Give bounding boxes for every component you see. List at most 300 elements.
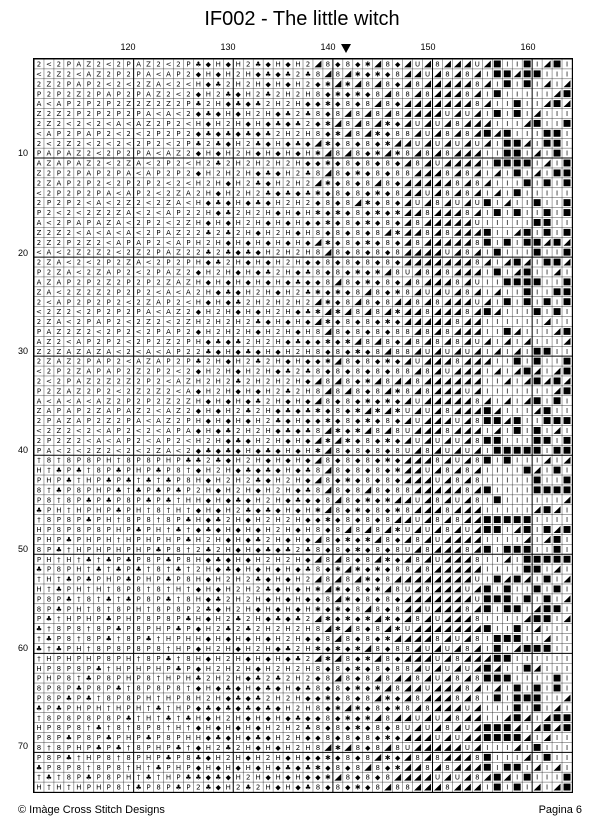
svg-text:8: 8: [415, 159, 420, 168]
svg-text:H: H: [295, 80, 301, 89]
svg-text:I: I: [516, 466, 519, 475]
svg-text:◆: ◆: [325, 268, 331, 277]
svg-text:U: U: [434, 615, 441, 624]
svg-text:H: H: [205, 486, 211, 495]
svg-text:◆: ◆: [385, 248, 391, 257]
svg-text:◆: ◆: [275, 209, 281, 218]
svg-text:H: H: [205, 585, 211, 594]
svg-text:P: P: [96, 773, 101, 782]
svg-text:P: P: [66, 100, 71, 109]
svg-text:P: P: [186, 357, 191, 366]
svg-text:✱: ✱: [315, 308, 321, 317]
svg-text:P: P: [126, 545, 131, 554]
svg-text:H: H: [275, 714, 281, 723]
svg-text:<: <: [105, 179, 112, 188]
svg-text:I: I: [526, 110, 529, 119]
svg-text:<: <: [85, 119, 92, 128]
svg-text:I: I: [556, 357, 559, 366]
svg-text:8: 8: [345, 575, 351, 584]
svg-text:♣: ♣: [105, 635, 112, 644]
svg-text:8: 8: [375, 288, 380, 297]
svg-text:Z: Z: [86, 238, 92, 247]
svg-text:I: I: [536, 80, 539, 89]
svg-text:I: I: [565, 753, 569, 762]
svg-text:<: <: [155, 149, 162, 158]
svg-text:P: P: [186, 238, 191, 247]
svg-text:2: 2: [36, 377, 42, 386]
svg-text:A: A: [186, 288, 191, 297]
svg-text:A: A: [66, 268, 72, 277]
svg-text:◆: ◆: [235, 644, 241, 653]
svg-text:8: 8: [146, 615, 151, 624]
svg-text:2: 2: [196, 783, 201, 792]
svg-text:✱: ✱: [334, 625, 341, 634]
svg-text:P: P: [126, 436, 131, 445]
svg-text:◆: ◆: [195, 268, 202, 277]
svg-text:P: P: [66, 199, 71, 208]
svg-text:P: P: [36, 327, 42, 336]
svg-text:◆: ◆: [215, 605, 221, 614]
svg-text:♣: ♣: [294, 337, 302, 346]
svg-text:8: 8: [385, 80, 390, 89]
svg-text:2: 2: [86, 327, 92, 336]
svg-text:<: <: [85, 199, 92, 208]
svg-text:8: 8: [365, 555, 370, 564]
svg-text:H: H: [76, 506, 82, 515]
svg-text:8: 8: [46, 734, 52, 743]
svg-text:A: A: [166, 446, 171, 455]
svg-text:♣: ♣: [284, 110, 292, 119]
svg-text:◆: ◆: [255, 228, 261, 237]
svg-text:2: 2: [255, 288, 261, 297]
svg-text:♣: ♣: [265, 585, 272, 594]
svg-text:I: I: [565, 704, 569, 713]
svg-text:2: 2: [46, 308, 52, 317]
svg-text:P: P: [86, 506, 91, 515]
svg-text:P: P: [116, 327, 121, 336]
svg-text:H: H: [46, 535, 52, 545]
svg-text:8: 8: [335, 367, 341, 376]
svg-text:2: 2: [245, 575, 251, 584]
svg-text:P: P: [126, 397, 131, 406]
svg-text:H: H: [175, 506, 182, 515]
svg-text:I: I: [486, 446, 489, 455]
svg-text:A: A: [76, 159, 82, 168]
svg-text:H: H: [255, 654, 261, 663]
svg-text:◆: ◆: [235, 347, 241, 356]
svg-text:8: 8: [186, 555, 191, 564]
svg-text:2: 2: [136, 139, 141, 148]
svg-text:I: I: [486, 714, 489, 723]
svg-text:◆: ◆: [265, 456, 271, 465]
svg-text:<: <: [185, 159, 192, 168]
svg-text:♣: ♣: [284, 644, 292, 653]
svg-text:P: P: [66, 704, 71, 713]
svg-text:◆: ◆: [225, 456, 231, 465]
svg-text:8: 8: [345, 357, 351, 366]
row-number: 40: [17, 445, 28, 455]
svg-text:†: †: [47, 744, 51, 753]
svg-text:P: P: [146, 625, 151, 634]
svg-text:H: H: [195, 159, 202, 168]
svg-text:†: †: [37, 456, 41, 465]
svg-text:2: 2: [275, 387, 281, 396]
svg-text:I: I: [536, 258, 539, 267]
svg-text:2: 2: [226, 258, 231, 267]
svg-text:P: P: [66, 664, 71, 673]
svg-text:I: I: [526, 763, 529, 772]
svg-text:†: †: [87, 724, 91, 733]
svg-text:♣: ♣: [215, 139, 222, 148]
svg-text:♣: ♣: [195, 139, 202, 148]
svg-text:P: P: [96, 308, 101, 317]
svg-text:I: I: [546, 744, 549, 753]
svg-text:8: 8: [166, 734, 171, 743]
svg-text:8: 8: [415, 674, 420, 683]
svg-text:◆: ◆: [195, 427, 202, 436]
svg-text:8: 8: [156, 684, 161, 693]
svg-text:◆: ◆: [285, 397, 291, 406]
svg-text:A: A: [56, 417, 62, 426]
svg-text:I: I: [486, 288, 489, 297]
svg-text:H: H: [225, 169, 231, 178]
svg-text:2: 2: [226, 159, 231, 168]
svg-text:◆: ◆: [385, 70, 391, 79]
svg-text:H: H: [195, 298, 202, 307]
svg-text:†: †: [146, 585, 151, 594]
svg-text:H: H: [195, 278, 202, 287]
svg-text:P: P: [66, 60, 71, 69]
svg-text:U: U: [424, 407, 431, 416]
svg-text:◆: ◆: [215, 129, 221, 138]
svg-text:✱: ✱: [334, 129, 341, 138]
svg-text:8: 8: [455, 516, 460, 525]
svg-text:8: 8: [475, 694, 480, 703]
svg-text:I: I: [536, 209, 539, 218]
svg-text:P: P: [76, 407, 81, 416]
svg-text:8: 8: [395, 585, 400, 594]
svg-text:H: H: [275, 238, 281, 247]
svg-text:Z: Z: [56, 387, 62, 396]
svg-text:2: 2: [206, 535, 211, 545]
svg-text:†: †: [116, 595, 121, 604]
svg-text:◆: ◆: [325, 724, 331, 733]
svg-text:P: P: [146, 545, 151, 554]
svg-text:Z: Z: [76, 90, 82, 99]
svg-text:8: 8: [475, 456, 480, 465]
svg-text:U: U: [415, 357, 421, 366]
svg-text:<: <: [145, 199, 152, 208]
svg-text:◆: ◆: [285, 595, 291, 604]
svg-text:P: P: [136, 70, 141, 79]
svg-text:I: I: [546, 397, 549, 406]
svg-text:A: A: [66, 347, 72, 356]
svg-text:H: H: [235, 575, 241, 584]
svg-text:2: 2: [106, 70, 111, 79]
svg-text:2: 2: [116, 199, 121, 208]
svg-text:2: 2: [285, 199, 291, 208]
svg-text:H: H: [225, 724, 231, 733]
svg-text:I: I: [556, 248, 559, 257]
svg-text:2: 2: [56, 377, 62, 386]
svg-text:H: H: [275, 535, 281, 545]
svg-text:H: H: [265, 565, 271, 574]
svg-text:H: H: [195, 516, 202, 525]
svg-text:<: <: [55, 288, 62, 297]
svg-text:◆: ◆: [325, 189, 331, 198]
svg-text:◆: ◆: [345, 664, 351, 673]
svg-text:<: <: [155, 70, 162, 79]
svg-text:2: 2: [245, 615, 251, 624]
svg-text:I: I: [556, 625, 559, 634]
svg-text:I: I: [536, 298, 539, 307]
svg-text:8: 8: [335, 783, 341, 792]
svg-text:8: 8: [375, 367, 380, 376]
svg-text:H: H: [305, 129, 311, 138]
svg-text:†: †: [97, 555, 101, 564]
svg-text:I: I: [565, 347, 569, 356]
svg-text:<: <: [165, 238, 172, 247]
svg-text:✱: ✱: [315, 763, 321, 772]
svg-text:P: P: [146, 377, 151, 386]
svg-text:✱: ✱: [334, 90, 341, 99]
svg-text:◆: ◆: [205, 60, 212, 69]
svg-text:†: †: [156, 773, 161, 782]
svg-text:♣: ♣: [55, 644, 63, 653]
svg-text:♣: ♣: [294, 278, 302, 287]
stitch-pattern-grid: [33, 58, 573, 793]
svg-text:H: H: [285, 129, 291, 138]
svg-text:◆: ◆: [305, 555, 311, 564]
svg-text:8: 8: [335, 486, 341, 495]
svg-text:P: P: [46, 506, 52, 515]
svg-text:◆: ◆: [375, 238, 381, 247]
svg-text:♣: ♣: [304, 407, 312, 416]
svg-text:◆: ◆: [195, 644, 202, 653]
svg-text:2: 2: [196, 228, 201, 237]
svg-text:2: 2: [176, 357, 181, 366]
svg-text:◆: ◆: [345, 209, 351, 218]
svg-text:H: H: [215, 278, 221, 287]
svg-text:◆: ◆: [245, 100, 251, 109]
svg-text:H: H: [135, 605, 142, 614]
svg-text:2: 2: [176, 318, 181, 327]
svg-text:H: H: [215, 219, 221, 228]
svg-text:H: H: [295, 60, 301, 69]
svg-text:Z: Z: [86, 377, 92, 386]
svg-text:†: †: [37, 773, 41, 782]
svg-text:P: P: [116, 90, 121, 99]
svg-text:8: 8: [36, 744, 42, 753]
svg-text:H: H: [145, 575, 152, 584]
svg-text:♣: ♣: [255, 694, 262, 703]
svg-text:P: P: [136, 516, 141, 525]
svg-text:♣: ♣: [284, 763, 292, 772]
svg-text:◆: ◆: [285, 654, 291, 663]
svg-text:†: †: [166, 585, 171, 594]
svg-text:H: H: [305, 248, 311, 257]
svg-text:U: U: [434, 159, 441, 168]
svg-text:✱: ✱: [324, 219, 331, 228]
svg-text:I: I: [536, 496, 539, 505]
svg-text:◆: ◆: [235, 446, 241, 455]
svg-text:<: <: [95, 149, 102, 158]
svg-text:A: A: [56, 258, 62, 267]
svg-text:◆: ◆: [255, 308, 261, 317]
svg-text:2: 2: [136, 318, 141, 327]
svg-text:I: I: [486, 535, 489, 545]
svg-text:✱: ✱: [344, 80, 351, 89]
svg-text:✱: ✱: [394, 209, 401, 218]
svg-text:I: I: [556, 615, 559, 624]
svg-text:H: H: [225, 189, 231, 198]
svg-text:◆: ◆: [215, 288, 221, 297]
svg-text:<: <: [105, 238, 112, 247]
svg-text:I: I: [506, 466, 509, 475]
svg-text:†: †: [136, 476, 141, 485]
svg-text:I: I: [506, 90, 509, 99]
svg-text:P: P: [76, 694, 81, 703]
svg-text:2: 2: [226, 575, 231, 584]
svg-text:P: P: [36, 674, 42, 683]
svg-text:†: †: [146, 763, 151, 772]
svg-text:A: A: [106, 427, 112, 436]
svg-text:I: I: [546, 763, 549, 772]
svg-text:♣: ♣: [105, 615, 112, 624]
svg-text:◆: ◆: [225, 357, 231, 366]
svg-text:I: I: [496, 744, 499, 753]
svg-text:♣: ♣: [165, 595, 172, 604]
svg-text:H: H: [235, 635, 241, 644]
svg-text:H: H: [235, 258, 241, 267]
svg-text:H: H: [205, 327, 211, 336]
svg-text:2: 2: [216, 664, 221, 673]
svg-text:P: P: [66, 238, 71, 247]
svg-text:†: †: [156, 516, 161, 525]
svg-text:I: I: [486, 783, 489, 792]
svg-text:8: 8: [345, 654, 351, 663]
svg-text:U: U: [415, 417, 421, 426]
svg-text:8: 8: [475, 417, 480, 426]
svg-text:8: 8: [46, 714, 52, 723]
svg-text:2: 2: [86, 189, 92, 198]
svg-text:◆: ◆: [275, 446, 281, 455]
svg-text:H: H: [195, 436, 202, 445]
svg-text:H: H: [225, 268, 231, 277]
svg-text:♣: ♣: [265, 466, 272, 475]
svg-text:8: 8: [186, 753, 191, 762]
svg-text:♣: ♣: [304, 189, 312, 198]
svg-text:♣: ♣: [235, 377, 242, 386]
svg-text:♣: ♣: [155, 466, 162, 475]
svg-text:2: 2: [186, 129, 191, 138]
svg-text:8: 8: [445, 506, 450, 515]
svg-text:◆: ◆: [315, 199, 321, 208]
svg-text:◆: ◆: [285, 139, 291, 148]
svg-text:H: H: [46, 476, 52, 485]
svg-text:2: 2: [196, 288, 201, 297]
svg-text:P: P: [126, 506, 131, 515]
svg-text:◆: ◆: [205, 555, 212, 564]
svg-text:◆: ◆: [375, 318, 381, 327]
svg-text:I: I: [565, 516, 569, 525]
svg-text:♣: ♣: [115, 744, 122, 753]
svg-text:✱: ✱: [354, 169, 361, 178]
svg-text:◆: ◆: [365, 684, 371, 693]
svg-text:H: H: [195, 714, 202, 723]
svg-text:◆: ◆: [265, 615, 271, 624]
svg-text:A: A: [146, 347, 151, 356]
svg-text:2: 2: [56, 337, 62, 346]
svg-text:H: H: [126, 654, 132, 663]
svg-text:◆: ◆: [195, 308, 202, 317]
svg-text:P: P: [36, 149, 42, 158]
svg-text:8: 8: [375, 763, 380, 772]
svg-text:H: H: [215, 753, 221, 762]
svg-text:2: 2: [126, 347, 131, 356]
svg-text:◆: ◆: [355, 357, 361, 366]
svg-text:◆: ◆: [305, 516, 311, 525]
svg-text:◆: ◆: [295, 407, 301, 416]
svg-text:Z: Z: [116, 209, 122, 218]
svg-text:◆: ◆: [205, 199, 212, 208]
svg-text:◆: ◆: [365, 209, 371, 218]
svg-text:♣: ♣: [225, 625, 232, 634]
svg-text:I: I: [506, 387, 509, 396]
svg-text:H: H: [235, 159, 241, 168]
svg-text:2: 2: [146, 327, 151, 336]
svg-text:2: 2: [176, 258, 181, 267]
svg-text:<: <: [46, 100, 52, 109]
svg-text:8: 8: [76, 763, 82, 772]
svg-text:♣: ♣: [135, 486, 142, 495]
svg-text:†: †: [87, 605, 91, 614]
svg-text:8: 8: [345, 298, 351, 307]
svg-text:2: 2: [216, 90, 221, 99]
svg-text:✱: ✱: [384, 456, 391, 465]
svg-text:2: 2: [136, 199, 141, 208]
svg-text:H: H: [215, 674, 221, 683]
svg-text:♣: ♣: [55, 545, 63, 554]
svg-text:U: U: [474, 278, 480, 287]
svg-text:♣: ♣: [65, 734, 72, 743]
svg-text:I: I: [536, 417, 539, 426]
svg-text:8: 8: [355, 387, 361, 396]
svg-text:P: P: [136, 149, 141, 158]
svg-text:<: <: [115, 446, 122, 455]
svg-text:P: P: [136, 189, 141, 198]
svg-text:A: A: [116, 436, 122, 445]
svg-text:Z: Z: [36, 347, 42, 356]
svg-text:◆: ◆: [355, 456, 361, 465]
svg-text:◆: ◆: [275, 347, 281, 356]
svg-text:I: I: [506, 684, 509, 693]
svg-text:◆: ◆: [245, 397, 251, 406]
svg-text:H: H: [225, 466, 231, 475]
svg-text:P: P: [176, 615, 181, 624]
svg-text:A: A: [86, 70, 92, 79]
svg-text:◆: ◆: [255, 704, 261, 713]
svg-text:✱: ✱: [324, 357, 331, 366]
svg-text:8: 8: [315, 248, 321, 257]
svg-text:H: H: [235, 734, 241, 743]
svg-text:H: H: [245, 684, 251, 693]
svg-text:Z: Z: [126, 199, 132, 208]
svg-text:♣: ♣: [185, 516, 192, 525]
svg-text:U: U: [474, 298, 480, 307]
svg-text:◆: ◆: [255, 466, 261, 475]
svg-text:A: A: [176, 377, 181, 386]
